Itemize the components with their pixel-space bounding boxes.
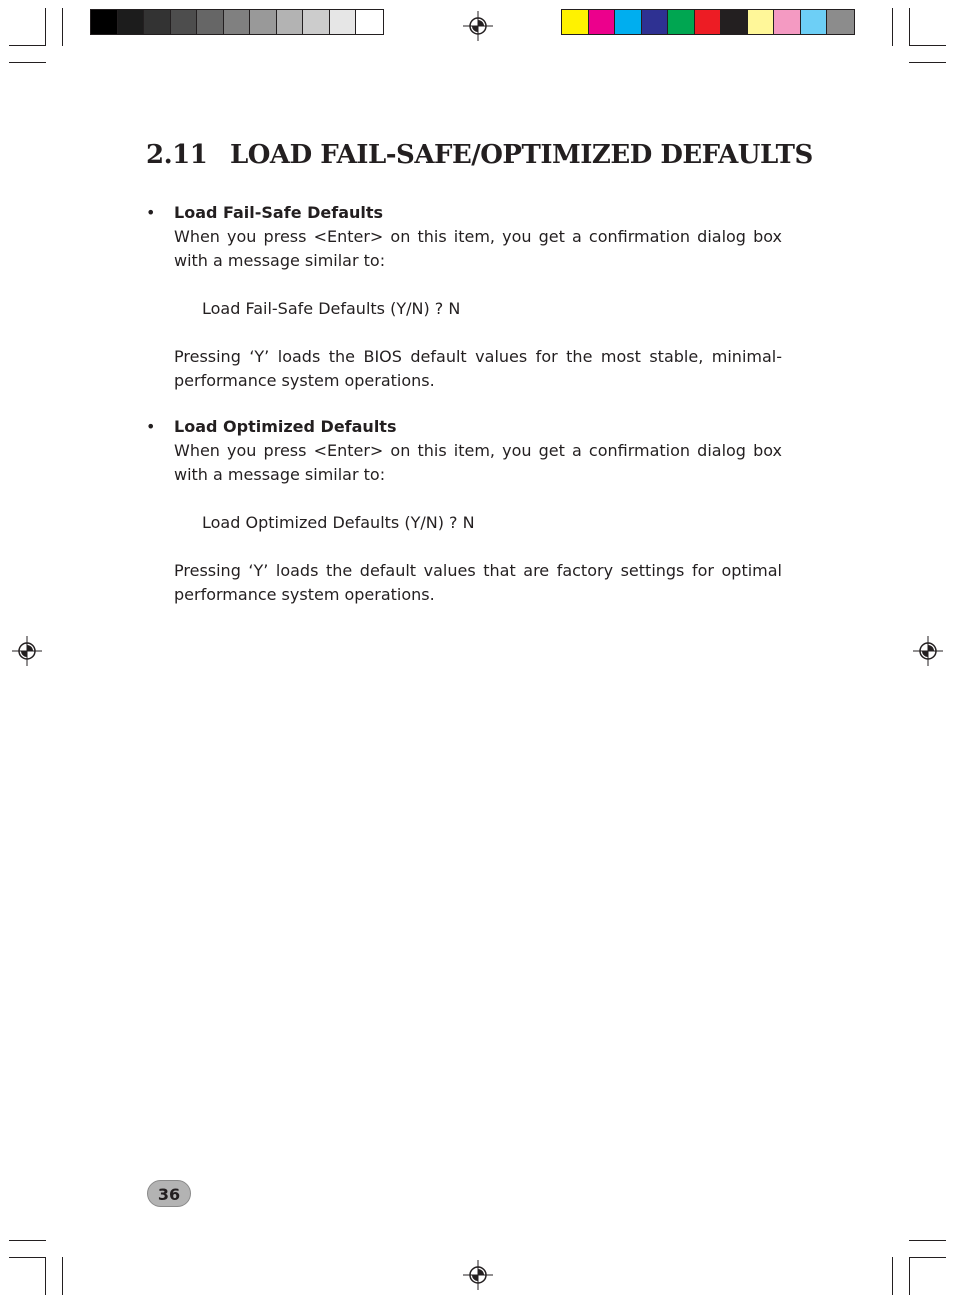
color-swatch (801, 10, 828, 34)
process-color-bar (561, 9, 855, 35)
color-swatch (562, 10, 589, 34)
color-swatch (668, 10, 695, 34)
color-swatch (589, 10, 616, 34)
page-number: 36 (147, 1180, 191, 1207)
color-swatch (774, 10, 801, 34)
color-swatch (224, 10, 251, 34)
crop-mark (9, 1240, 46, 1241)
registration-mark-icon (463, 11, 493, 41)
item-heading-row (146, 201, 782, 225)
color-swatch (748, 10, 775, 34)
color-swatch (303, 10, 330, 34)
crop-mark (62, 1257, 63, 1295)
bullet: • (146, 203, 156, 222)
crop-mark (62, 8, 63, 46)
crop-mark (909, 1257, 946, 1258)
crop-mark (909, 62, 946, 63)
crop-mark (892, 1257, 893, 1295)
registration-mark-icon (463, 1260, 493, 1290)
grayscale-color-bar (90, 9, 384, 35)
item-heading: Load Fail-Safe Defaults (174, 203, 384, 222)
dialog-message: Load Fail-Safe Defaults (Y/N) ? N (202, 299, 461, 318)
crop-mark (909, 1257, 910, 1295)
color-swatch (721, 10, 748, 34)
color-swatch (250, 10, 277, 34)
bullet: • (146, 417, 156, 436)
color-swatch (144, 10, 171, 34)
color-swatch (277, 10, 304, 34)
item-heading: Load Optimized Defaults (174, 417, 397, 436)
item-result: Pressing ‘Y’ loads the BIOS default values for the most stable, minimal-performance system operations. (174, 347, 782, 390)
color-swatch (356, 10, 383, 34)
crop-mark (909, 45, 946, 46)
color-swatch (642, 10, 669, 34)
registration-mark-icon (12, 636, 42, 666)
color-swatch (118, 10, 145, 34)
crop-mark (909, 1240, 946, 1241)
crop-mark (892, 8, 893, 46)
list-item-fail-safe (146, 201, 782, 393)
registration-mark-icon (913, 636, 943, 666)
section-title (146, 140, 813, 170)
color-swatch (615, 10, 642, 34)
item-description: When you press <Enter> on this item, you get a confirmation dialog box with a message similar to: (174, 441, 782, 484)
crop-mark (45, 1257, 46, 1295)
crop-mark (9, 45, 46, 46)
crop-mark (909, 8, 910, 46)
color-swatch (330, 10, 357, 34)
crop-mark (45, 8, 46, 46)
color-swatch (695, 10, 722, 34)
section-title-text: LOAD FAIL-SAFE/OPTIMIZED DEFAULTS (230, 140, 813, 170)
item-description: When you press <Enter> on this item, you get a confirmation dialog box with a message similar to: (174, 227, 782, 270)
crop-mark (9, 1257, 46, 1258)
section-number: 2.11 (146, 140, 208, 170)
item-heading-row (146, 415, 782, 439)
item-result: Pressing ‘Y’ loads the default values that are factory settings for optimal performance system operations. (174, 561, 782, 604)
crop-mark (9, 62, 46, 63)
color-swatch (827, 10, 854, 34)
color-swatch (171, 10, 198, 34)
list-item-optimized (146, 415, 782, 607)
dialog-message: Load Optimized Defaults (Y/N) ? N (202, 513, 475, 532)
color-swatch (197, 10, 224, 34)
color-swatch (91, 10, 118, 34)
